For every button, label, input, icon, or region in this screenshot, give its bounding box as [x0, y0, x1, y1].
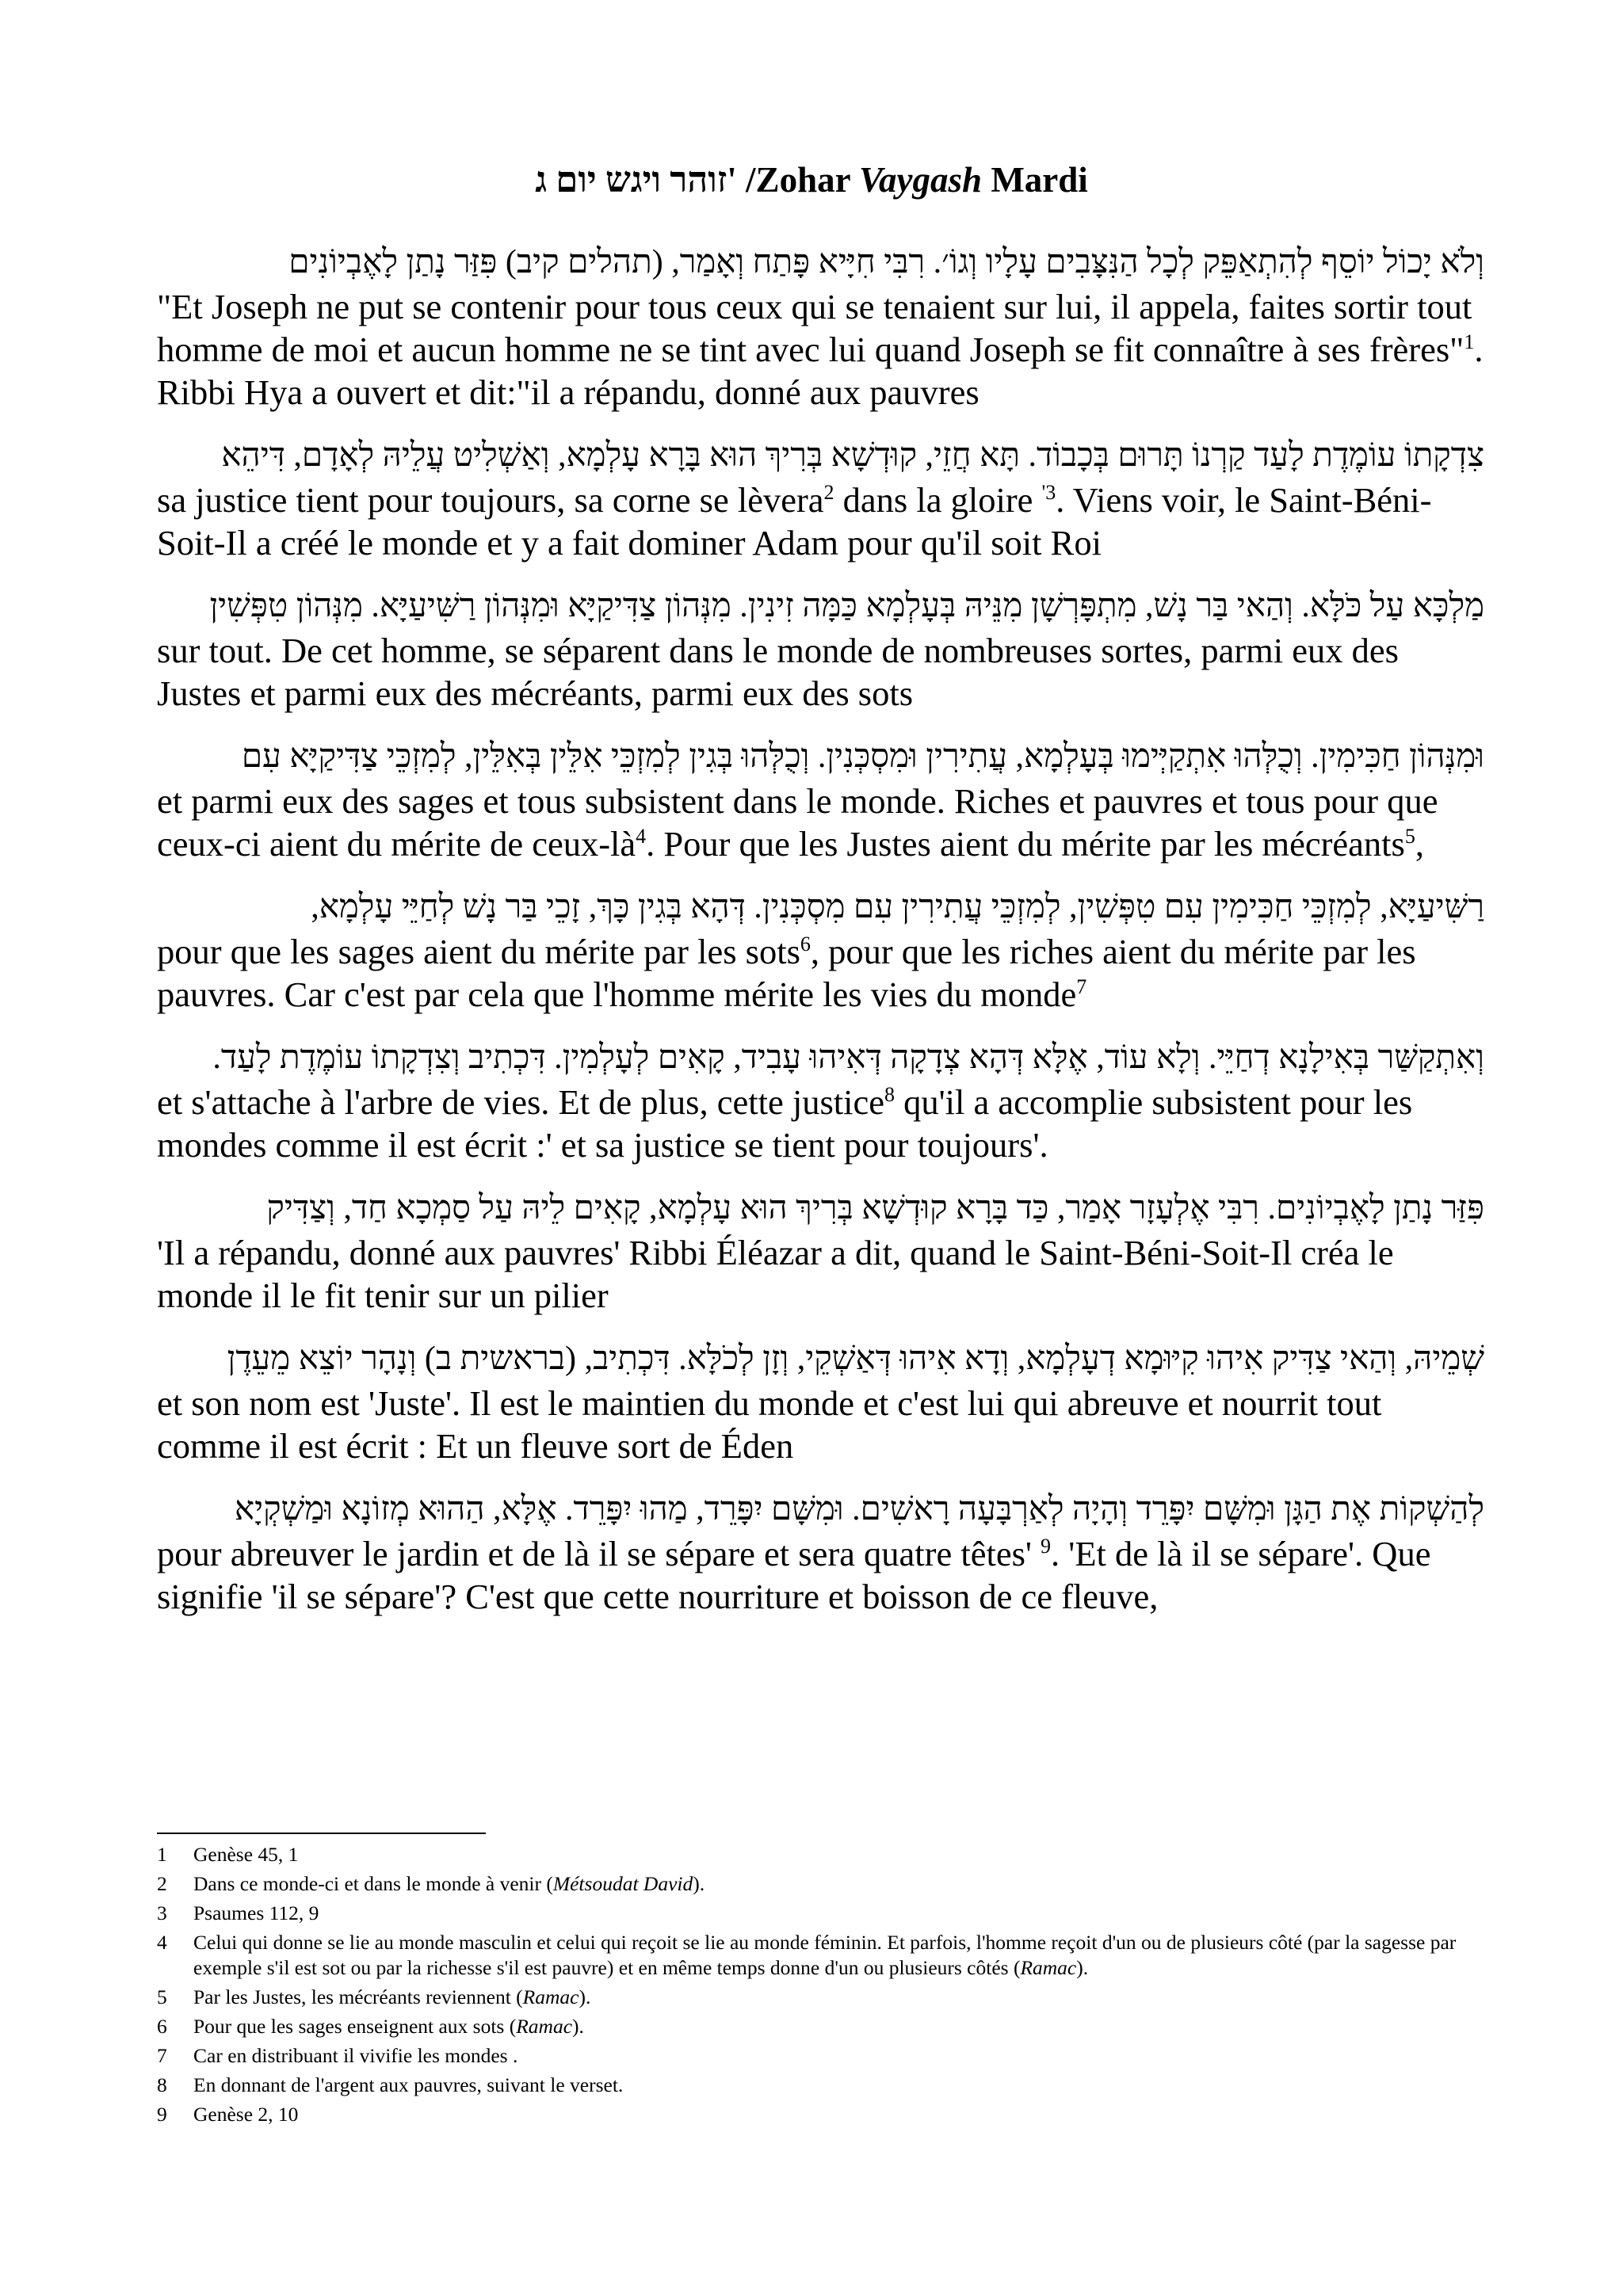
footnote-text [193, 2073, 1484, 2098]
hebrew-line: וְאִתְקַשַּׁר בְּאִילָנָא דְחַיֵּי. וְלָא עוֹד, אֶלָּא דְּהָא צְדָקָה דְּאִיהוּ עָבִיד, קָאִים לְעָלְמִין. דִּכְתִיב וְצִדְקָתוֹ עוֹמֶדֶת לָעַד. [212, 1039, 1484, 1076]
french-translation [157, 930, 1484, 1016]
footnote-ref: 7 [1076, 975, 1087, 999]
footnote-source: Métsoudat David [552, 1872, 693, 1895]
footnote-text [193, 1842, 1484, 1867]
footnote-text [193, 1901, 1484, 1926]
translation-text: . Viens voir, le Saint-Béni-Soit-Il a créé le monde et y a fait dominer Adam pour qu'il soit Roi [157, 480, 1432, 563]
translation-text: . 'Et de là il se sépare'. Que signifie 'il se sépare'? C'est que cette nourriture et boisson de ce fleuve, [157, 1534, 1431, 1616]
text-block [157, 1185, 1484, 1317]
footnote-number: 8 [157, 2073, 167, 2096]
french-translation [157, 285, 1484, 414]
translation-text: dans la gloire [834, 480, 1042, 520]
title-day: Mardi [982, 160, 1088, 200]
footnote-text-part: Genèse 45, 1 [193, 1843, 299, 1866]
french-translation [157, 479, 1484, 564]
footnote-number: 1 [157, 1843, 167, 1866]
text-block [157, 239, 1484, 414]
text-block [157, 734, 1484, 865]
footnote-number: 5 [157, 1985, 167, 2008]
translation-text: , [1415, 824, 1424, 864]
footnote [157, 1930, 1484, 1981]
translation-text: qu'il a accomplie subsistent pour les mondes comme il est écrit :' et sa justice se tient pour toujours'. [157, 1082, 1413, 1165]
french-translation [157, 629, 1484, 715]
footnote-source: Ramac [1020, 1956, 1077, 1979]
footnote-ref: 2 [823, 481, 834, 505]
footnote-list [157, 1842, 1484, 2127]
footnote-ref: 8 [884, 1083, 896, 1107]
footnote [157, 2102, 1484, 2127]
translation-text: . Pour que les Justes aient du mérite par les mécréants [646, 824, 1405, 864]
title-parasha: Vaygash [859, 160, 983, 200]
footnotes [157, 1833, 1484, 2131]
footnote-text [193, 1871, 1484, 1897]
footnote-ref: 6 [800, 933, 811, 956]
footnote-text [193, 2014, 1484, 2039]
footnote [157, 2014, 1484, 2039]
translation-text: . Ribbi Hya a ouvert et dit:"il a répandu, donné aux pauvres [157, 330, 1484, 412]
footnote-ref: 1 [1464, 330, 1475, 354]
footnote-text-part: En donnant de l'argent aux pauvres, suivant le verset. [193, 2073, 624, 2096]
hebrew-line: רַשִּׁיעַיָּא, לְמִזְכֵּי חַכִּימִין עִם טִפְּשִׁין, לְמִזְכֵּי עֲתִירִין עִם מִסְכְּנִין. דְּהָא בְּגִין כָּךְ, זָכֵי בַּר נָשׁ לְחַיֵּי עָלְמָא, [311, 889, 1484, 925]
footnote-source: Ramac [522, 1985, 579, 2008]
footnote-text [193, 1930, 1484, 1981]
french-translation [157, 1382, 1484, 1467]
footnote-text-part: ). [572, 2015, 584, 2038]
text-block [157, 884, 1484, 1016]
footnote-text-part: Pour que les sages enseignent aux sots ( [193, 2015, 517, 2038]
footnote-text-part: Dans ce monde-ci et dans le monde à venir ( [193, 1872, 553, 1895]
translation-text: "Et Joseph ne put se contenir pour tous ceux qui se tenaient sur lui, il appela, faites sortir tout homme de moi et aucun homme ne se tint avec lui quand Joseph se fit connaître à ses frères" [157, 287, 1472, 369]
footnote-number: 6 [157, 2015, 167, 2038]
footnote [157, 2043, 1484, 2069]
footnote-text [193, 2102, 1484, 2127]
hebrew-line: פִּזַּר נָתַן לָאֶבְיוֹנִים. רִבִּי אֶלְעָזָר אָמַר, כַּד בָּרָא קוּדְשָׁא בְּרִיךְ הוּא עָלְמָא, קָאִים לֵיהּ עַל סַמְכָא חַד, וְצַדִּיק [266, 1190, 1484, 1226]
hebrew-line: מַלְכָּא עַל כֹּלָּא. וְהַאי בַּר נָשׁ, מִתְפָּרְשָׁן מִנֵּיהּ בְּעָלְמָא כַּמָּה זִינִין. מִנְּהוֹן צַדִּיקַיָּא וּמִנְּהוֹן רַשִּׁיעַיָּא. מִנְּהוֹן טִפְּשִׁין [209, 588, 1484, 624]
translation-text: , pour que les riches aient du mérite par les pauvres. Car c'est par cela que l'homme mérite les vies du monde [157, 932, 1416, 1014]
translation-text: sa justice tient pour toujours, sa corne se lèvera [157, 480, 824, 520]
footnote-ref: 9 [1041, 1535, 1052, 1558]
footnote-text-part: ). [579, 1985, 591, 2008]
footnote-ref: '3 [1041, 481, 1056, 505]
footnote-number: 7 [157, 2044, 167, 2067]
french-translation [157, 1081, 1484, 1166]
footnote-text-part: Psaumes 112, 9 [193, 1901, 319, 1924]
hebrew-line: וּמִנְּהוֹן חַכִּימִין. וְכֻלְּהוּ אִתְקַיְּימוּ בְּעָלְמָא, עֲתִירִין וּמִסְכְּנִין. וְכֻלְּהוּ בְּגִין לְמִזְכֵּי אִלֵּין בְּאִלֵּין, לְמִזְכֵּי צַדִּיקַיָּא עִם [241, 738, 1484, 775]
translation-text: et son nom est 'Juste'. Il est le maintien du monde et c'est lui qui abreuve et nourrit tout comme il est écrit : Et un fleuve sort de Éden [157, 1383, 1382, 1466]
title-hebrew: זוהר ויגש יום ג' [535, 160, 737, 200]
hebrew-line: לְהַשְׁקוֹת אֶת הַגָּן וּמִשָּׁם יִפָּרֵד וְהָיָה לְאַרְבָּעָה רָאשִׁים. וּמִשָּׁם יִפָּרֵד, מַהוּ יִפָּרֵד. אֶלָּא, הַהוּא מְזוֹנָא וּמַשְׁקְיָא [234, 1491, 1484, 1527]
footnote-separator [157, 1833, 486, 1834]
main-text [157, 239, 1484, 1637]
french-translation [157, 780, 1484, 865]
translation-text: et s'attache à l'arbre de vies. Et de plus, cette justice [157, 1082, 885, 1122]
french-translation [157, 1532, 1484, 1618]
text-block [157, 1486, 1484, 1618]
footnote-text [193, 2043, 1484, 2069]
footnote-text-part: Par les Justes, les mécréants reviennent ( [193, 1985, 523, 2008]
footnote-ref: 5 [1404, 825, 1415, 849]
footnote [157, 1901, 1484, 1926]
footnote-number: 4 [157, 1931, 167, 1954]
footnote [157, 1842, 1484, 1867]
footnote-text-part: ). [1076, 1956, 1089, 1979]
translation-text: et parmi eux des sages et tous subsistent dans le monde. Riches et pauvres et tous pour que ceux-ci aient du mérite de ceux-là [157, 781, 1438, 864]
hebrew-line: שְׁמֵיהּ, וְהַאי צַדִּיק אִיהוּ קִיּוּמָא דְעָלְמָא, וְדָא אִיהוּ דְּאַשְׁקֵי, וְזָן לְכֹלָּא. דִּכְתִיב, (בראשית ב) וְנָהָר יוֹצֵא מֵעֵדֶן [227, 1341, 1484, 1377]
french-translation [157, 1231, 1484, 1317]
footnote-text-part: Celui qui donne se lie au monde masculin et celui qui reçoit se lie au monde féminin. Et parfois, l'homme reçoit d'un ou de plusieurs côté (par la sagesse par exemple s'il est sot ou par la richesse s'il est pauvre) et en même temps donne d'un ou plusieurs côtés ( [193, 1931, 1457, 1979]
text-block [157, 1336, 1484, 1467]
footnote-text [193, 1985, 1484, 2010]
footnote [157, 1985, 1484, 2010]
translation-text: pour que les sages aient du mérite par les sots [157, 932, 800, 971]
page-title [0, 152, 1623, 208]
title-slash: /Zohar [736, 160, 860, 200]
translation-text: 'Il a répandu, donné aux pauvres' Ribbi Éléazar a dit, quand le Saint-Béni-Soit-Il créa le monde il le fit tenir sur un pilier [157, 1233, 1394, 1315]
text-block [157, 1035, 1484, 1166]
footnote-source: Ramac [516, 2015, 573, 2038]
footnote-number: 2 [157, 1872, 167, 1895]
footnote-ref: 4 [636, 825, 647, 849]
footnote-text-part: Car en distribuant il vivifie les mondes . [193, 2044, 518, 2067]
hebrew-line: וְלֹא יָכוֹל יוֹסֵף לְהִתְאַפֵּק לְכָל הַנִּצָּבִים עָלָיו וְגוֹ׳. רִבִּי חִיָּיא פָּתַח וְאָמַר, (תהלים קיב) פִּזַּר נָתַן לָאֶבְיוֹנִים [288, 244, 1484, 280]
footnote-number: 9 [157, 2103, 167, 2126]
footnote-text-part: Genèse 2, 10 [193, 2103, 299, 2126]
text-block [157, 583, 1484, 715]
hebrew-line: צִדְקָתוֹ עוֹמֶדֶת לָעַד קַרְנוֹ תָּרוּם בְּכָבוֹד. תָּא חֲזֵי, קוּדְשָׁא בְּרִיךְ הוּא בָּרָא עָלְמָא, וְאַשְׁלִיט עֲלֵיהּ לְאָדָם, דִּיהֵא [221, 437, 1484, 474]
footnote [157, 1871, 1484, 1897]
footnote-number: 3 [157, 1901, 167, 1924]
translation-text: sur tout. De cet homme, se séparent dans le monde de nombreuses sortes, parmi eux des Justes et parmi eux des mécréants, parmi eux des sots [157, 631, 1399, 713]
footnote-text-part: ). [693, 1872, 705, 1895]
translation-text: pour abreuver le jardin et de là il se sépare et sera quatre têtes' [157, 1534, 1041, 1573]
footnote [157, 2073, 1484, 2098]
text-block [157, 433, 1484, 564]
